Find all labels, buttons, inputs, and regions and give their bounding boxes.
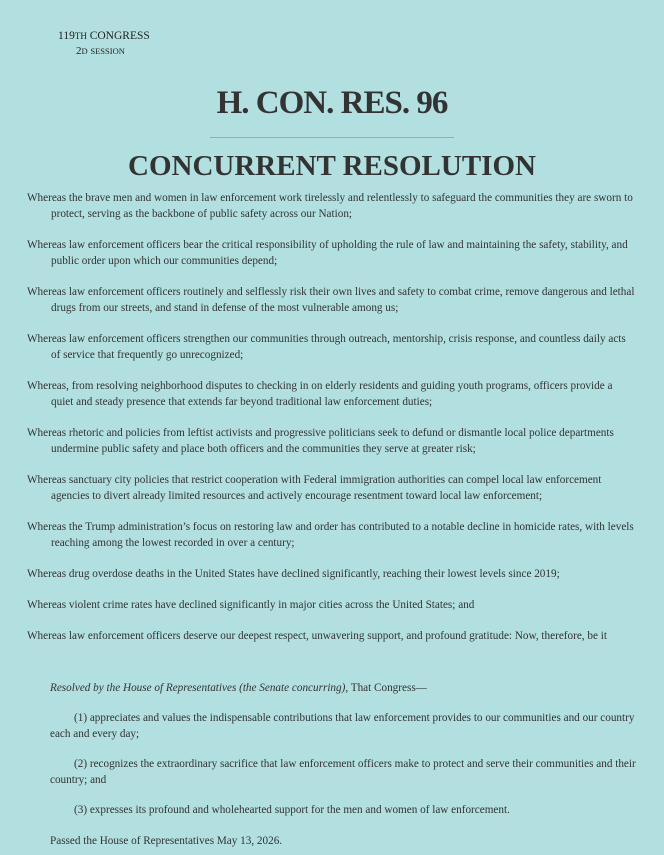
congress-word: CONGRESS [89, 30, 150, 42]
whereas-clause: Whereas violent crime rates have declined significantly in major cities across the United States; and [27, 599, 475, 611]
whereas-clause: Whereas the brave men and women in law enforcement work tirelessly and relentlessly to safeguard the communities they are sworn to protect, serving as the backbone of public safety across our Nation; [27, 192, 633, 220]
resolving-clause-italic: Resolved by the House of Representatives (the Senate concurring), [50, 682, 349, 694]
whereas-clause: Whereas law enforcement officers strengthen our communities through outreach, mentorship, crisis response, and countless daily acts of service that frequently go unrecognized; [27, 333, 626, 361]
whereas-clause: Whereas law enforcement officers deserve our deepest respect, unwavering support, and profound gratitude: Now, therefore, be it [27, 630, 607, 642]
resolution-clause: (1) appreciates and values the indispensable contributions that law enforcement provides to our communities and our country each and every day; [50, 712, 635, 740]
resolution-clause: (3) expresses its profound and wholehearted support for the men and women of law enforcement. [74, 804, 510, 816]
session-word: SESSION [90, 46, 125, 56]
congress-number: 119 [58, 30, 75, 42]
resolving-clause-text: That Congress— [348, 682, 427, 694]
whereas-clause: Whereas, from resolving neighborhood disputes to checking in on elderly residents and guiding youth programs, officers provide a quiet and steady presence that extends far beyond traditional law enforcement duties; [27, 380, 613, 408]
resolution-clause: (2) recognizes the extraordinary sacrifice that law enforcement officers make to protect and serve their communities and their country; and [50, 758, 636, 786]
congress-suffix: TH [74, 31, 87, 41]
whereas-clause: Whereas drug overdose deaths in the United States have declined significantly, reaching their lowest levels since 2019; [27, 568, 560, 580]
resolving-clause [50, 680, 427, 696]
session-label [76, 44, 125, 58]
whereas-clause: Whereas rhetoric and policies from leftist activists and progressive politicians seek to defund or dismantle local police departments undermine public safety and place both officers and the communities they serve at greater risk; [27, 427, 614, 455]
resolution-number: H. CON. RES. 96 [216, 85, 448, 121]
congress-label [58, 29, 150, 43]
whereas-clause: Whereas law enforcement officers routinely and selflessly risk their own lives and safety to combat crime, remove dangerous and lethal drugs from our streets, and stand in defense of the most vulnerable among us; [27, 286, 635, 314]
whereas-clause: Whereas law enforcement officers bear the critical responsibility of upholding the rule of law and maintaining the safety, stability, and public order upon which our communities depend; [27, 239, 628, 267]
resolution-clauses [50, 710, 640, 832]
whereas-clause: Whereas the Trump administration’s focus on restoring law and order has contributed to a notable decline in homicide rates, with levels reaching among the lowest recorded in over a century; [27, 521, 634, 549]
document-type-heading: CONCURRENT RESOLUTION [128, 150, 536, 182]
session-suffix: D [81, 46, 88, 56]
whereas-clauses [27, 190, 637, 659]
session-number: 2 [76, 45, 82, 57]
title-divider [210, 137, 454, 138]
whereas-clause: Whereas sanctuary city policies that restrict cooperation with Federal immigration authorities can compel local law enforcement agencies to divert already limited resources and actively encourage resentment toward local law enforcement; [27, 474, 602, 502]
attestation: Passed the House of Representatives May 13, 2026. [50, 835, 283, 847]
